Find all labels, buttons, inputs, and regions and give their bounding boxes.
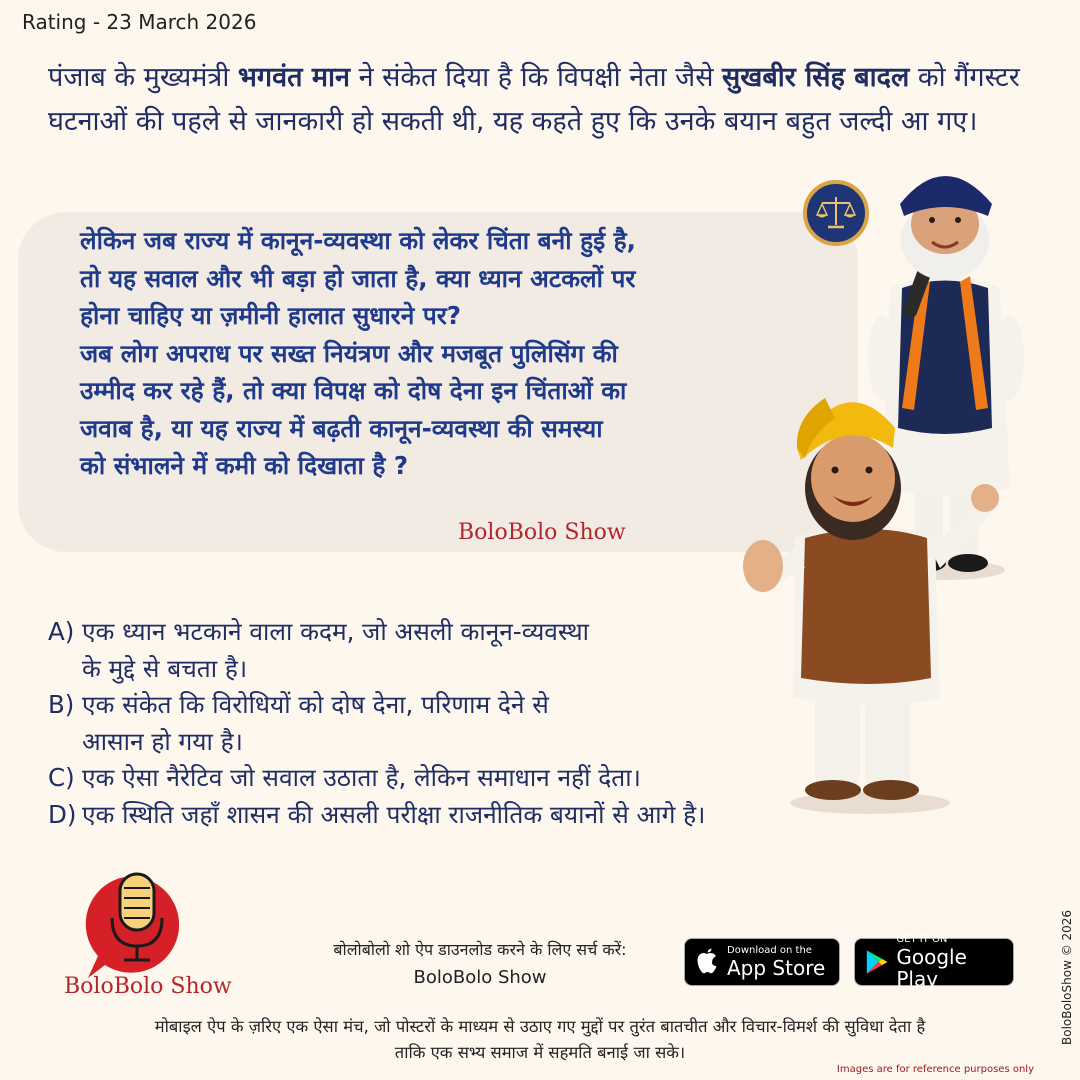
intro-text-2: ने संकेत दिया है कि विपक्षी नेता जैसे: [350, 62, 723, 93]
option-b[interactable]: [48, 687, 808, 760]
answer-options: [48, 614, 808, 833]
option-line: एक स्थिति जहाँ शासन की असली परीक्षा राजनीतिक बयानों से आगे है।: [82, 799, 706, 829]
google-play-small-text: GET IT ON: [896, 934, 948, 945]
question-line: जवाब है, या यह राज्य में बढ़ती कानून-व्यवस्था की समस्या: [80, 413, 603, 443]
option-line: एक संकेत कि विरोधियों को दोष देना, परिणाम देने से: [82, 690, 549, 719]
option-a[interactable]: [48, 614, 808, 687]
intro-paragraph: [48, 56, 1038, 144]
intro-name-2: सुखबीर सिंह बादल: [722, 62, 910, 93]
copyright-vertical: BoloBoloShow © 2026: [1060, 909, 1074, 1045]
app-store-button[interactable]: [684, 938, 840, 986]
app-name: BoloBolo Show: [413, 967, 547, 988]
apple-icon: [695, 948, 719, 976]
option-key: A): [48, 617, 75, 646]
option-text: [82, 687, 808, 760]
tagline: [30, 1014, 1050, 1066]
date-label: Rating - 23 March 2026: [22, 10, 257, 34]
card-brand-label: BoloBolo Show: [458, 520, 626, 545]
intro-name-1: भगवंत मान: [237, 62, 351, 93]
question-line: जब लोग अपराध पर सख्त नियंत्रण और मजबूत पुलिसिंग की: [80, 338, 618, 368]
question-line: को संभालने में कमी को दिखाता है ?: [80, 451, 409, 480]
option-text: [82, 614, 808, 687]
option-text: [82, 797, 808, 834]
question-line: होना चाहिए या ज़मीनी हालात सुधारने पर?: [80, 301, 461, 330]
disclaimer: Images are for reference purposes only: [836, 1064, 1034, 1075]
option-line: एक ध्यान भटकाने वाला कदम, जो असली कानून-व्यवस्था: [82, 617, 589, 646]
option-line: आसान हो गया है।: [82, 726, 243, 756]
intro-text-3: को गैंगस्टर घटनाओं की पहले से जानकारी हो सकती थी, यह कहते हुए कि उनके बयान बहुत जल्दी आ गए।: [48, 62, 1020, 137]
option-c[interactable]: [48, 760, 808, 797]
option-d[interactable]: [48, 797, 808, 834]
option-text: [82, 760, 808, 797]
question-text: [80, 222, 800, 485]
app-store-big-text: App Store: [727, 956, 826, 980]
question-line: उम्मीद कर रहे हैं, तो क्या विपक्ष को दोष देना इन चिंताओं का: [80, 376, 627, 405]
intro-text-1: पंजाब के मुख्यमंत्री: [48, 62, 238, 93]
question-line: लेकिन जब राज्य में कानून-व्यवस्था को लेकर चिंता बनी हुई है,: [80, 226, 636, 255]
option-line: एक ऐसा नैरेटिव जो सवाल उठाता है, लेकिन समाधान नहीं देता।: [82, 763, 641, 792]
app-store-small-text: Download on the: [727, 945, 812, 956]
question-line: तो यह सवाल और भी बड़ा हो जाता है, क्या ध्यान अटकलों पर: [80, 263, 636, 293]
option-line: के मुद्दे से बचता है।: [82, 653, 248, 683]
google-play-big-text: Google Play: [896, 945, 967, 991]
brand-logo-text: BoloBolo Show: [64, 974, 232, 999]
download-prompt-text: बोलोबोलो शो ऐप डाउनलोड करने के लिए सर्च करें:: [333, 940, 627, 959]
option-key: D): [48, 799, 77, 829]
option-key: B): [48, 690, 75, 719]
google-play-button[interactable]: [854, 934, 1014, 991]
play-triangle-icon: [865, 948, 888, 976]
download-prompt: [290, 936, 670, 992]
option-key: C): [48, 763, 75, 792]
tagline-line: मोबाइल ऐप के ज़रिए एक ऐसा मंच, जो पोस्टरों के माध्यम से उठाए गए मुद्दों पर तुरंत बातचीत और विचार-विमर्श की सुविधा देता है: [154, 1017, 926, 1036]
tagline-line: ताकि एक सभ्य समाज में सहमति बनाई जा सके।: [394, 1043, 686, 1062]
